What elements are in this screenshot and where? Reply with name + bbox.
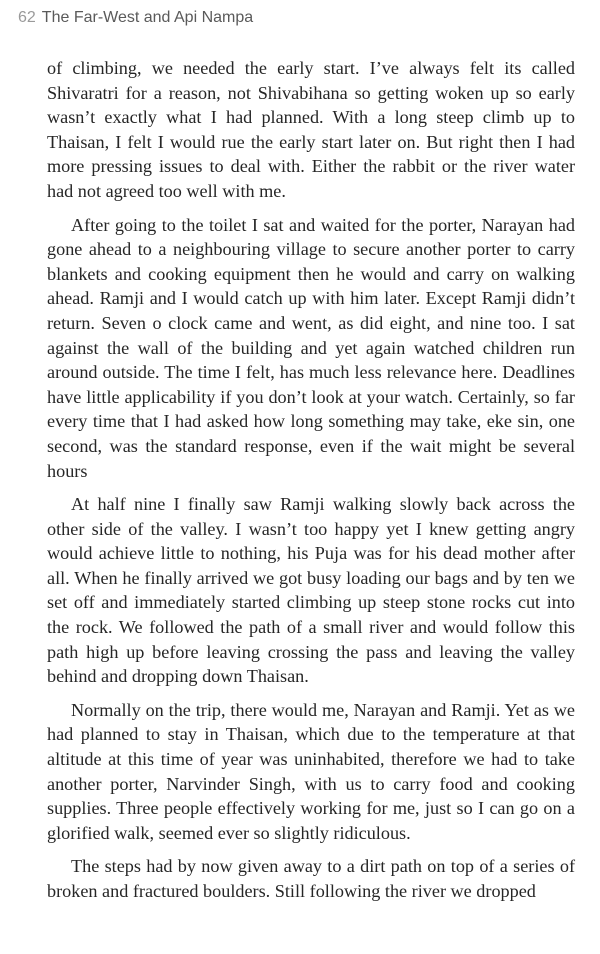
paragraph: After going to the toilet I sat and waited for the porter, Narayan had gone ahead to a neighbouring village to secure another porter to carry blankets and cooking equipment then he would and carry on walking ahead. Ramji and I would catch up with him later. Except Ramji didn’t return. Seven o clock came and went, as did eight, and nine too. I sat against the wall of the building and yet again watched children run around outside. The time I felt, has much less relevance here. Deadlines have little applicability if you don’t look at your watch. Certainly, so far every time that I had asked how long something may take, eke sin, one second, was the standard response, even if the wait might be several hours bbox=[47, 214, 575, 481]
paragraph: At half nine I finally saw Ramji walking slowly back across the other side of the valley. I wasn’t too happy yet I knew getting angry would achieve little to nothing, his Puja was for his dead mother after all. When he finally arrived we got busy loading our bags and by ten we set off and immediately started climbing up steep stone rocks cut into the rock. We followed the path of a small river and would follow this path high up before leaving crossing the pass and leaving the valley behind and dropping down Thaisan. bbox=[47, 494, 575, 687]
running-header bbox=[18, 9, 253, 27]
paragraph: The steps had by now given away to a dirt path on top of a series of broken and fractured boulders. Still following the river we dropped bbox=[47, 856, 575, 901]
paragraph: Normally on the trip, there would me, Narayan and Ramji. Yet as we had planned to stay in Thaisan, which due to the temperature at that altitude at this time of year was uninhabited, therefore we had to take another porter, Narvinder Singh, with us to carry food and cooking supplies. Three people effectively working for me, just so I can go on a glorified walk, seemed ever so slightly ridiculous. bbox=[47, 699, 575, 843]
page-number: 62 bbox=[18, 9, 36, 26]
running-title: The Far-West and Api Nampa bbox=[41, 9, 254, 26]
body-text bbox=[47, 56, 575, 904]
paragraph: of climbing, we needed the early start. I’ve always felt its called Shivaratri for a reason, not Shivabihana so getting woken up so early wasn’t exactly what I had planned. With a long steep climb up to Thaisan, I felt I would rue the early start later on. But right then I had more pressing issues to deal with. Either the rabbit or the river water had not agreed too well with me. bbox=[47, 58, 575, 201]
